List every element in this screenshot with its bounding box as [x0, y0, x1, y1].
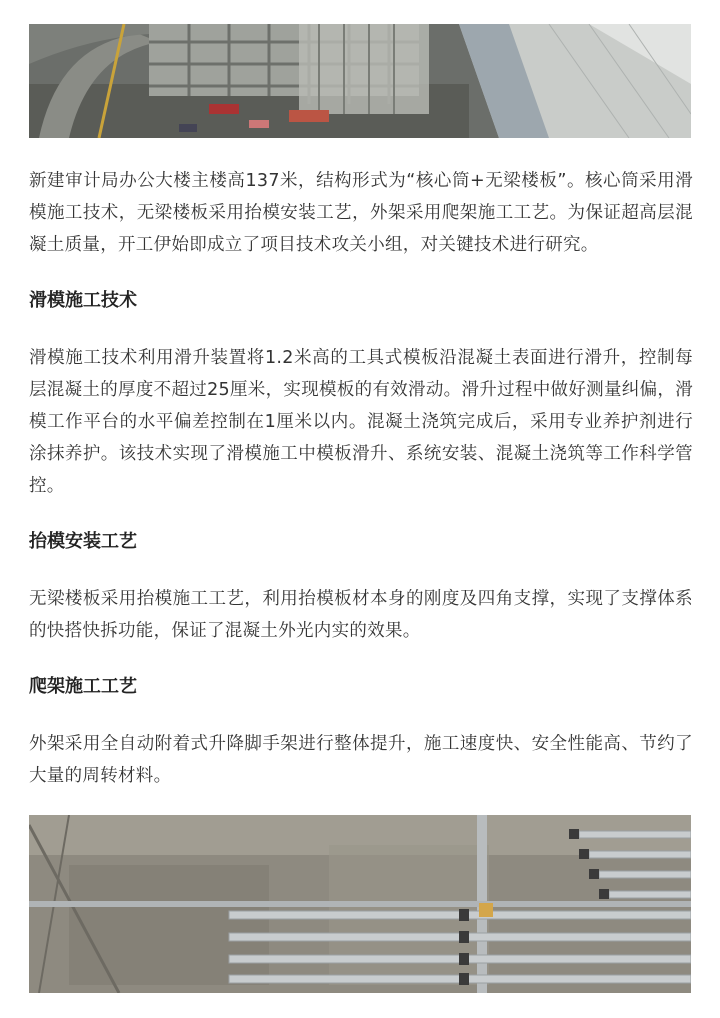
intro-paragraph: 新建审计局办公大楼主楼高137米，结构形式为“核心筒+无梁楼板”。核心筒采用滑模施工技术，无梁楼板采用抬模安装工艺，外架采用爬架施工工艺。为保证超高层混凝土质量，开工伊始即成立了项目技术攻关小组，对关键技术进行研究。: [29, 171, 693, 255]
section-heading-climbing-scaffold: 爬架施工工艺: [29, 676, 137, 697]
section-heading-lift-formwork: 抬模安装工艺: [29, 531, 137, 552]
section-heading-slipform: 滑模施工技术: [29, 290, 137, 311]
formwork-pipes-image: [29, 815, 691, 993]
construction-site-image: [29, 24, 691, 138]
section-body-climbing-scaffold: 外架采用全自动附着式升降脚手架进行整体提升，施工速度快、安全性能高、节约了大量的周转材料。: [29, 734, 693, 786]
formwork-pipes-photo: [29, 815, 691, 993]
section-body-slipform: 滑模施工技术利用滑升装置将1.2米高的工具式模板沿混凝土表面进行滑升，控制每层混凝土的厚度不超过25厘米，实现模板的有效滑动。滑升过程中做好测量纠偏，滑模工作平台的水平偏差控制在1厘米以内。混凝土浇筑完成后，采用专业养护剂进行涂抹养护。该技术实现了滑模施工中模板滑升、系统安装、混凝土浇筑等工作科学管控。: [29, 348, 693, 496]
section-body-lift-formwork: 无梁楼板采用抬模施工工艺，利用抬模板材本身的刚度及四角支撑，实现了支撑体系的快搭快拆功能，保证了混凝土外光内实的效果。: [29, 589, 693, 641]
construction-site-photo: [29, 24, 691, 138]
